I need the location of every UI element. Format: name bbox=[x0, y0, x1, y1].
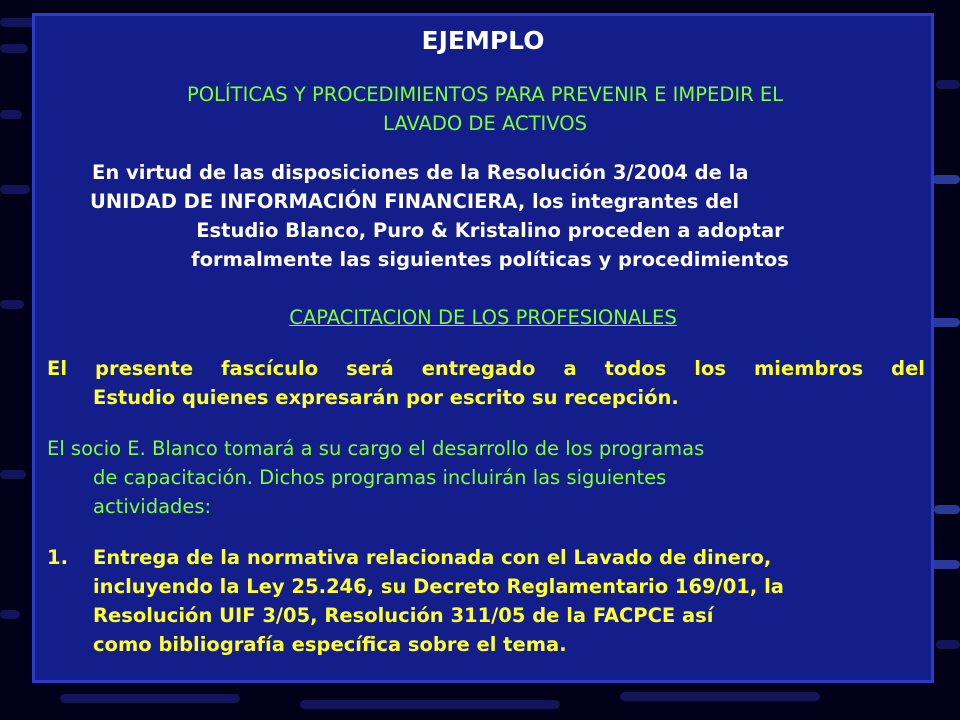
background-streak bbox=[0, 44, 28, 53]
slide-title: EJEMPLO bbox=[421, 26, 545, 55]
intro-line: En virtud de las disposiciones de la Resolución 3/2004 de la bbox=[92, 161, 749, 184]
background-streak bbox=[60, 694, 240, 703]
list-item-line: como bibliografía específica sobre el tema. bbox=[93, 633, 567, 656]
subtitle-line: POLÍTICAS Y PROCEDIMIENTOS PARA PREVENIR E IMPEDIR EL bbox=[186, 83, 784, 106]
list-item-number: 1. bbox=[47, 546, 68, 569]
background-streak bbox=[934, 505, 960, 514]
list-item-line: incluyendo la Ley 25.246, su Decreto Reglamentario 169/01, la bbox=[93, 575, 784, 598]
background-streak bbox=[0, 110, 22, 119]
slide-subtitle bbox=[45, 80, 925, 138]
intro-line: Estudio Blanco, Puro & Kristalino proceden a adoptar bbox=[196, 219, 784, 242]
intro-line: formalmente las siguientes políticas y procedimientos bbox=[191, 248, 789, 271]
paragraph-line: El presente fascículo será entregado a todos los miembros del bbox=[47, 357, 925, 380]
paragraph-line: El socio E. Blanco tomará a su cargo el desarrollo de los programas bbox=[47, 437, 705, 460]
intro-paragraph bbox=[90, 158, 890, 274]
paragraph-distribution bbox=[47, 354, 925, 412]
background-streak bbox=[932, 175, 960, 184]
section-heading: CAPACITACION DE LOS PROFESIONALES bbox=[289, 306, 677, 329]
list-item-line: Entrega de la normativa relacionada con el Lavado de dinero, bbox=[93, 546, 772, 569]
paragraph-line: Estudio quienes expresarán por escrito su recepción. bbox=[93, 386, 679, 409]
background-streak bbox=[0, 185, 30, 194]
paragraph-line: de capacitación. Dichos programas incluirán las siguientes bbox=[93, 466, 667, 489]
intro-line: UNIDAD DE INFORMACIÓN FINANCIERA, los integrantes del bbox=[90, 190, 740, 213]
list-item-line: Resolución UIF 3/05, Resolución 311/05 de la FACPCE así bbox=[93, 604, 714, 627]
list-item-text bbox=[93, 543, 925, 659]
background-streak bbox=[300, 700, 560, 709]
background-streak bbox=[0, 300, 24, 309]
subtitle-line: LAVADO DE ACTIVOS bbox=[383, 112, 587, 135]
paragraph-training bbox=[47, 434, 925, 521]
background-streak bbox=[936, 640, 960, 649]
background-streak bbox=[0, 610, 20, 619]
background-streak bbox=[620, 692, 820, 701]
list-item bbox=[47, 543, 925, 659]
slide-panel bbox=[32, 13, 934, 683]
background-streak bbox=[930, 560, 960, 569]
background-streak bbox=[936, 80, 960, 89]
paragraph-line: actividades: bbox=[93, 495, 212, 518]
background-streak bbox=[0, 470, 26, 479]
